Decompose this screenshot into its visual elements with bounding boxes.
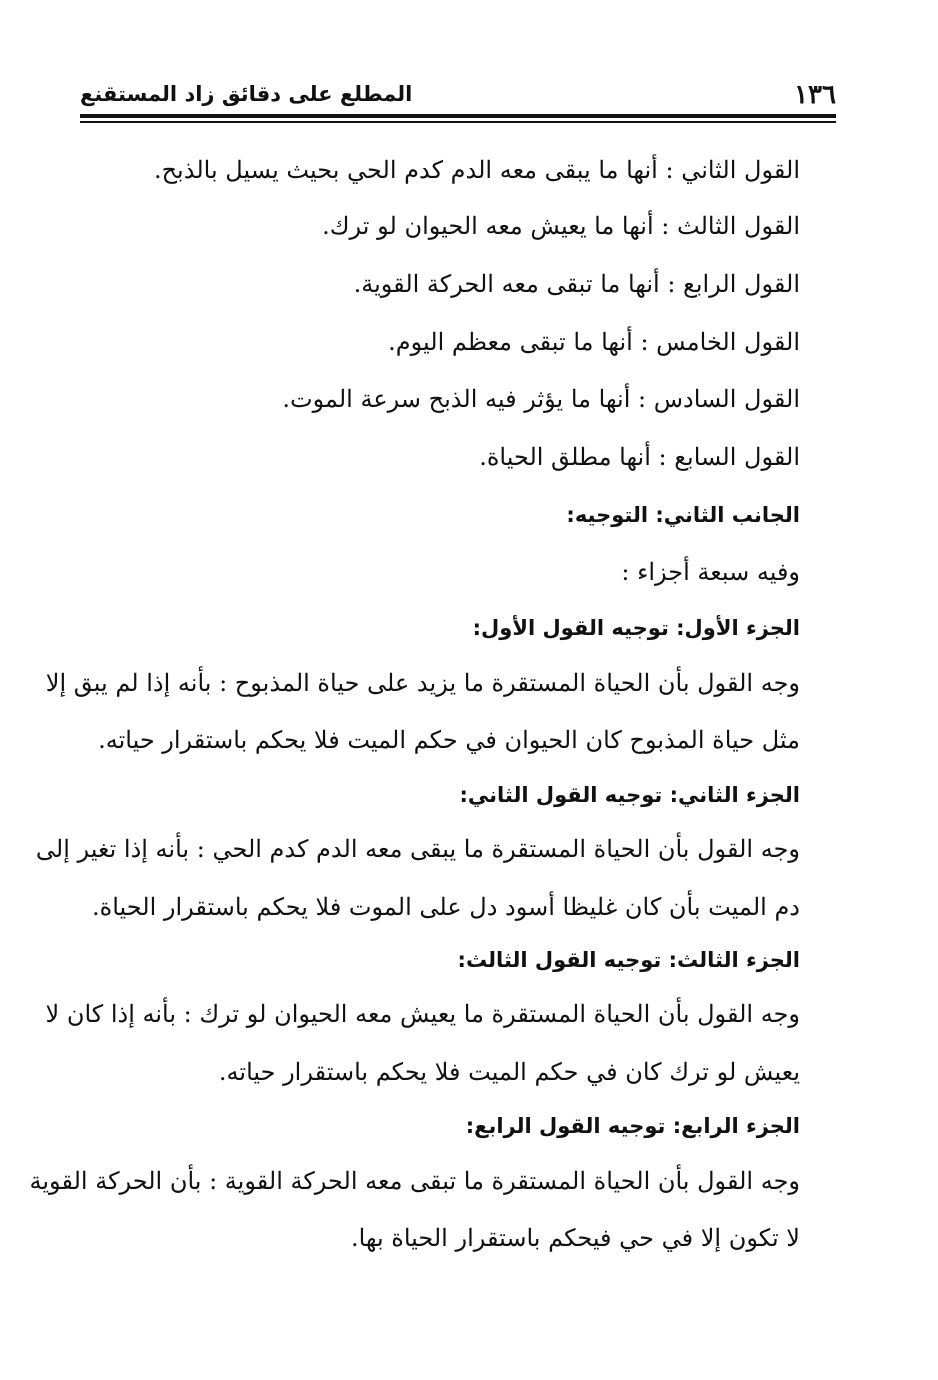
header-rule-thick	[80, 114, 836, 118]
section-intro: وفيه سبعة أجزاء :	[621, 558, 800, 586]
running-title: المطلع على دقائق زاد المستقنع	[80, 82, 413, 106]
part4-line2: لا تكون إلا في حي فيحكم باستقرار الحياة بها.	[350, 1224, 800, 1252]
text-line-q4: القول الرابع : أنها ما تبقى معه الحركة القوية.	[353, 270, 800, 298]
header-rule-thin	[80, 121, 836, 123]
part1-line1: وجه القول بأن الحياة المستقرة ما يزيد على حياة المذبوح : بأنه إذا لم يبق إلا	[45, 669, 800, 697]
text-line-q7: القول السابع : أنها مطلق الحياة.	[479, 443, 800, 471]
part3-line2: يعيش لو ترك كان في حكم الميت فلا يحكم باستقرار حياته.	[218, 1058, 800, 1086]
text-line-q6: القول السادس : أنها ما يؤثر فيه الذبح سرعة الموت.	[282, 385, 800, 413]
text-line-q2: القول الثاني : أنها ما يبقى معه الدم كدم الحي بحيث يسيل بالذبح.	[153, 156, 800, 184]
part2-line1: وجه القول بأن الحياة المستقرة ما يبقى معه الدم كدم الحي : بأنه إذا تغير إلى	[35, 835, 800, 863]
section-heading: الجانب الثاني: التوجيه:	[566, 503, 800, 527]
page-header	[80, 74, 836, 114]
part3-line1: وجه القول بأن الحياة المستقرة ما يعيش معه الحيوان لو ترك : بأنه إذا كان لا	[45, 1000, 800, 1028]
part1-heading: الجزء الأول: توجيه القول الأول:	[472, 616, 800, 640]
part1-line2: مثل حياة المذبوح كان الحيوان في حكم الميت فلا يحكم باستقرار حياته.	[98, 726, 800, 754]
part2-heading: الجزء الثاني: توجيه القول الثاني:	[459, 783, 800, 807]
part3-heading: الجزء الثالث: توجيه القول الثالث:	[457, 948, 800, 972]
part2-line2: دم الميت بأن كان غليظا أسود دل على الموت فلا يحكم باستقرار الحياة.	[92, 893, 800, 921]
page-number: ١٣٦	[794, 80, 836, 110]
text-line-q5: القول الخامس : أنها ما تبقى معظم اليوم.	[388, 328, 800, 356]
part4-line1: وجه القول بأن الحياة المستقرة ما تبقى معه الحركة القوية : بأن الحركة القوية	[29, 1167, 800, 1195]
part4-heading: الجزء الرابع: توجيه القول الرابع:	[465, 1114, 800, 1138]
text-line-q3: القول الثالث : أنها ما يعيش معه الحيوان لو ترك.	[322, 212, 800, 240]
